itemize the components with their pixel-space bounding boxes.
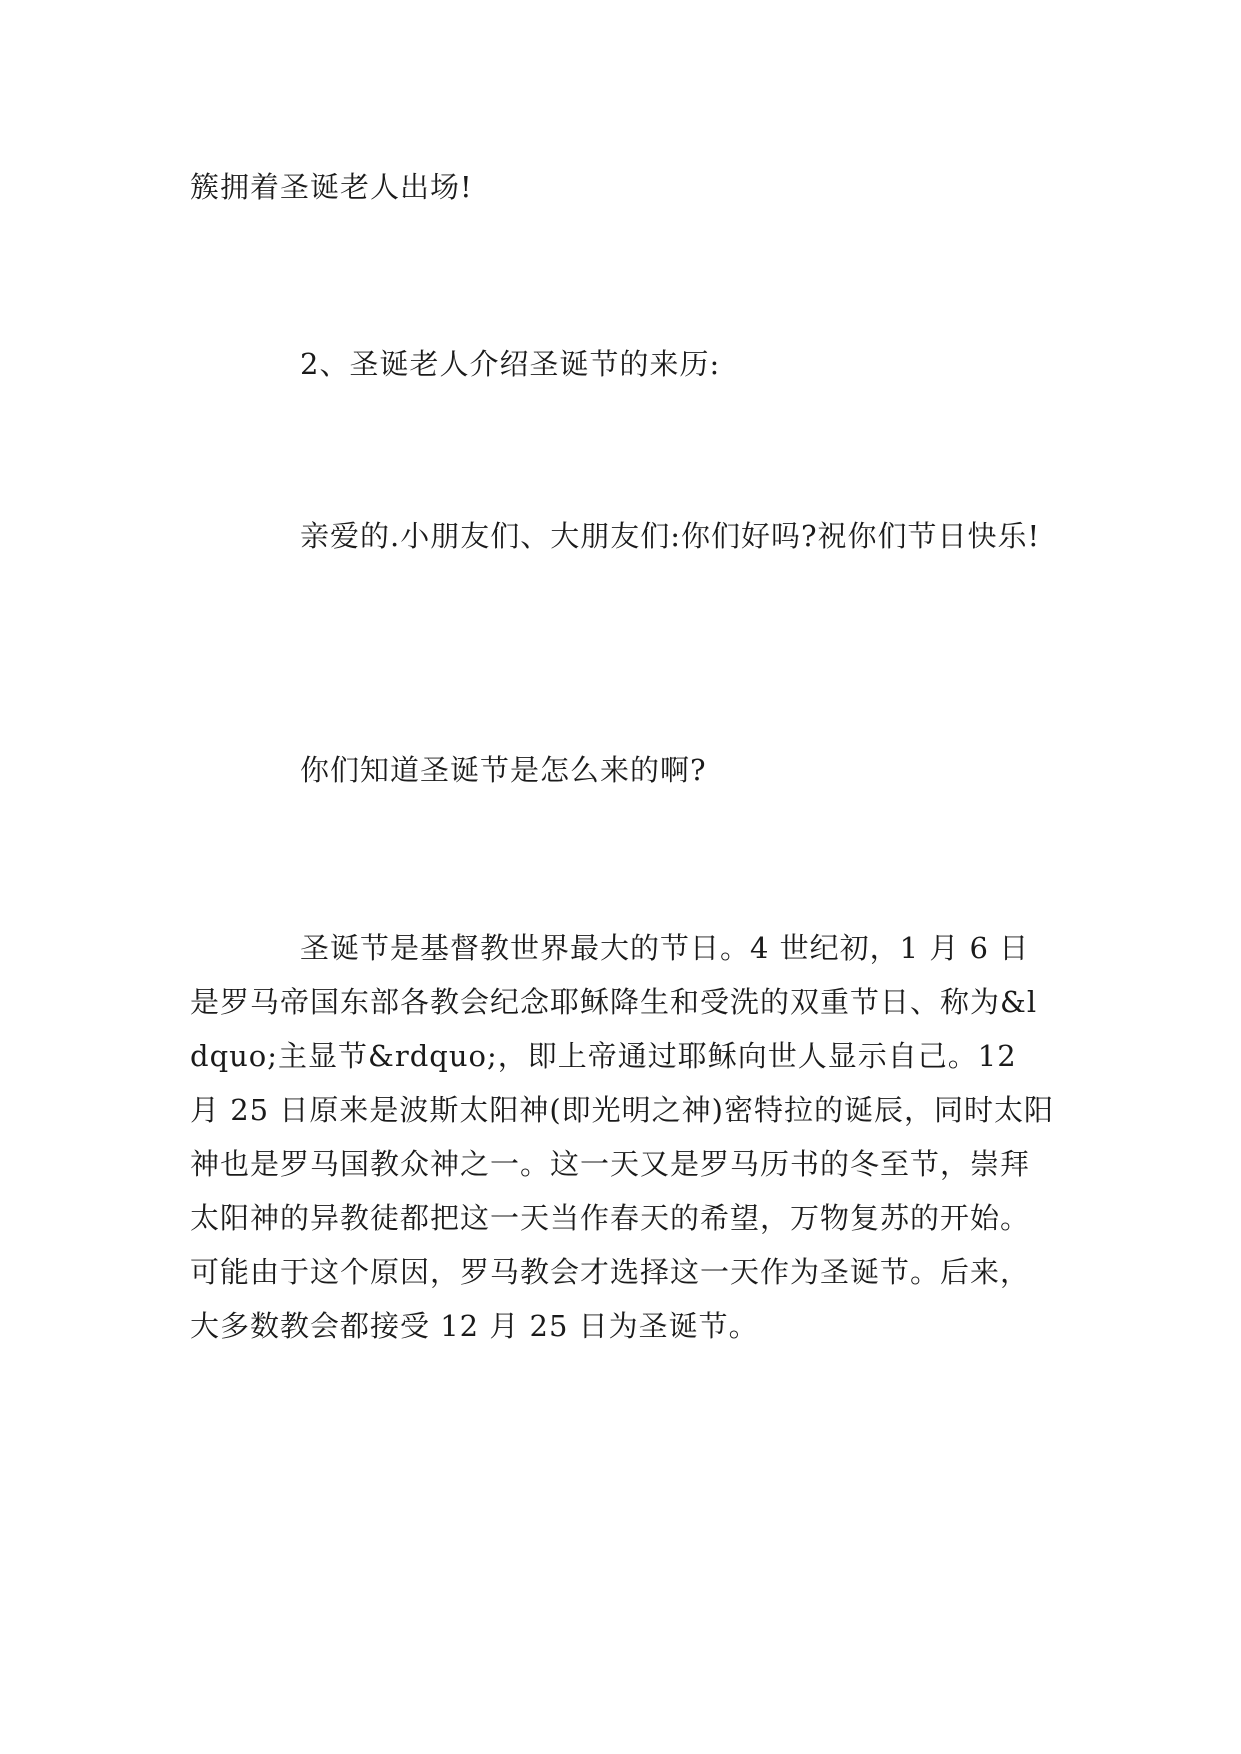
section-heading: 2、圣诞老人介绍圣诞节的来历: <box>300 347 721 381</box>
paragraph-question: 你们知道圣诞节是怎么来的啊? <box>300 753 707 787</box>
paragraph-continuation: 簇拥着圣诞老人出场! <box>190 170 473 204</box>
paragraph-greeting: 亲爱的.小朋友们、大朋友们:你们好吗?祝你们节日快乐! <box>300 519 1041 553</box>
paragraph-history: 圣诞节是基督教世界最大的节日。4 世纪初，1 月 6 日是罗马帝国东部各教会纪念耶稣降生和受洗的双重节日、称为&ldquo;主显节&rdquo;，即上帝通过耶稣向世人显示自己。12 月 25 日原来是波斯太阳神(即光明之神)密特拉的诞辰，同时太阳神也是罗马国教众神之一。这一天又是罗马历书的冬至节，崇拜太阳神的异教徒都把这一天当作春天的希望，万物复苏的开始。可能由于这个原因，罗马教会才选择这一天作为圣诞节。后来，大多数教会都接受 12 月 25 日为圣诞节。 <box>190 931 1054 1343</box>
